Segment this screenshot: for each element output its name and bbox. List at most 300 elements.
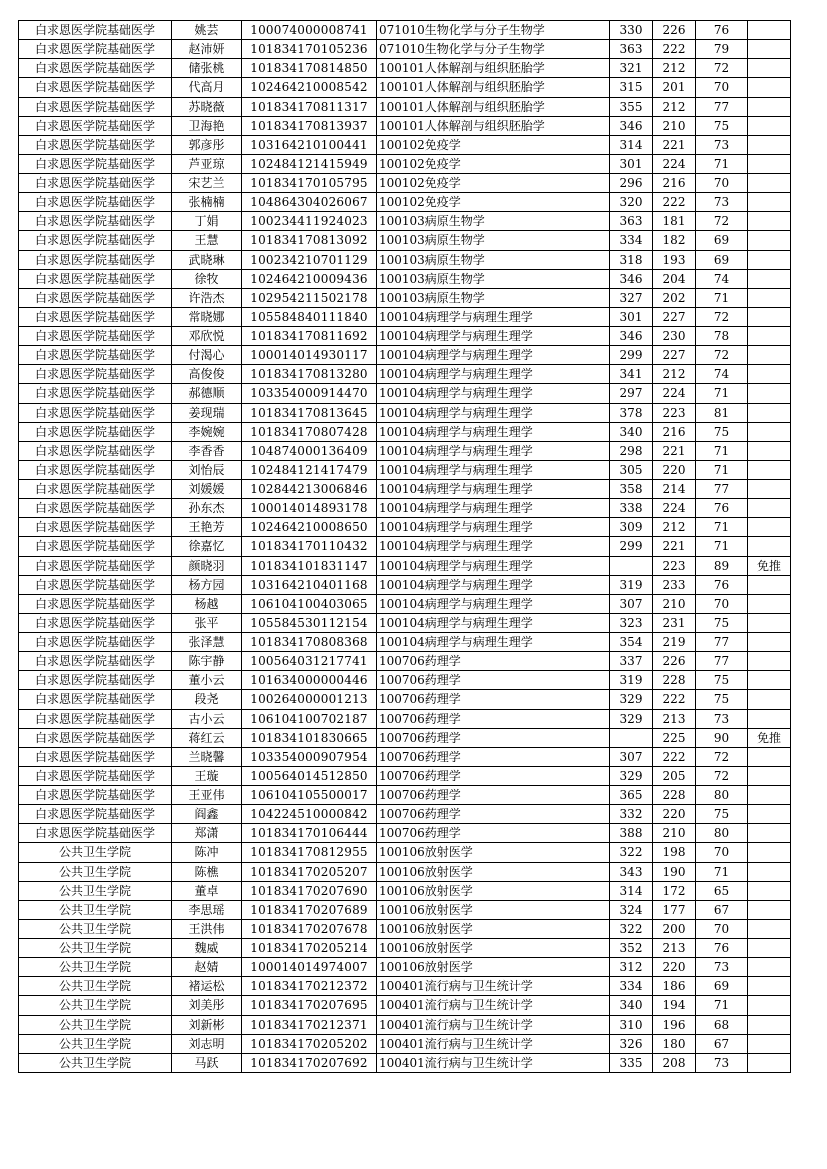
- candidate-id-cell: 100234411924023: [242, 212, 377, 231]
- table-row: [19, 900, 791, 919]
- major-cell: 100104病理学与病理生理学: [377, 365, 610, 384]
- total-score-cell: 68: [696, 1015, 748, 1034]
- major-cell: 100106放射医学: [377, 862, 610, 881]
- retest-score-cell: 221: [653, 537, 696, 556]
- remark-cell: [748, 212, 791, 231]
- major-cell: 100102免疫学: [377, 193, 610, 212]
- name-cell: 刘美彤: [172, 996, 242, 1015]
- school-cell: 白求恩医学院基础医学: [19, 671, 172, 690]
- school-cell: 白求恩医学院基础医学: [19, 460, 172, 479]
- total-score-cell: 71: [696, 862, 748, 881]
- school-cell: 白求恩医学院基础医学: [19, 709, 172, 728]
- table-row: [19, 307, 791, 326]
- major-cell: 100104病理学与病理生理学: [377, 307, 610, 326]
- table-row: [19, 403, 791, 422]
- prelim-score-cell: 326: [610, 1034, 653, 1053]
- prelim-score-cell: 321: [610, 59, 653, 78]
- table-row: [19, 881, 791, 900]
- retest-score-cell: 230: [653, 327, 696, 346]
- table-row: [19, 824, 791, 843]
- candidate-id-cell: 101834170811692: [242, 327, 377, 346]
- prelim-score-cell: 329: [610, 766, 653, 785]
- table-row: [19, 518, 791, 537]
- candidate-id-cell: 103354000914470: [242, 384, 377, 403]
- candidate-id-cell: 101834101831147: [242, 556, 377, 575]
- candidate-id-cell: 102954211502178: [242, 288, 377, 307]
- major-cell: 100102免疫学: [377, 154, 610, 173]
- school-cell: 白求恩医学院基础医学: [19, 250, 172, 269]
- table-row: [19, 939, 791, 958]
- major-cell: 100706药理学: [377, 766, 610, 785]
- total-score-cell: 76: [696, 575, 748, 594]
- table-row: [19, 250, 791, 269]
- retest-score-cell: 214: [653, 480, 696, 499]
- table-row: [19, 116, 791, 135]
- retest-score-cell: 212: [653, 365, 696, 384]
- table-row: [19, 269, 791, 288]
- retest-score-cell: 223: [653, 403, 696, 422]
- retest-score-cell: 222: [653, 40, 696, 59]
- total-score-cell: 72: [696, 212, 748, 231]
- major-cell: 071010生物化学与分子生物学: [377, 40, 610, 59]
- prelim-score-cell: 340: [610, 996, 653, 1015]
- retest-score-cell: 172: [653, 881, 696, 900]
- name-cell: 郑潇: [172, 824, 242, 843]
- total-score-cell: 75: [696, 613, 748, 632]
- candidate-id-cell: 101834170205207: [242, 862, 377, 881]
- total-score-cell: 71: [696, 288, 748, 307]
- name-cell: 杨越: [172, 594, 242, 613]
- school-cell: 公共卫生学院: [19, 939, 172, 958]
- retest-score-cell: 221: [653, 135, 696, 154]
- table-row: [19, 1053, 791, 1072]
- prelim-score-cell: 354: [610, 633, 653, 652]
- total-score-cell: 75: [696, 422, 748, 441]
- remark-cell: [748, 824, 791, 843]
- prelim-score-cell: 340: [610, 422, 653, 441]
- retest-score-cell: 180: [653, 1034, 696, 1053]
- major-cell: 100103病原生物学: [377, 212, 610, 231]
- total-score-cell: 80: [696, 824, 748, 843]
- candidate-id-cell: 101834170207692: [242, 1053, 377, 1072]
- prelim-score-cell: 341: [610, 365, 653, 384]
- major-cell: 100102免疫学: [377, 174, 610, 193]
- prelim-score-cell: 335: [610, 1053, 653, 1072]
- retest-score-cell: 222: [653, 690, 696, 709]
- table-row: [19, 193, 791, 212]
- candidate-id-cell: 103164210100441: [242, 135, 377, 154]
- major-cell: 100102免疫学: [377, 135, 610, 154]
- total-score-cell: 69: [696, 977, 748, 996]
- remark-cell: [748, 805, 791, 824]
- name-cell: 刘志明: [172, 1034, 242, 1053]
- school-cell: 白求恩医学院基础医学: [19, 78, 172, 97]
- retest-score-cell: 198: [653, 843, 696, 862]
- table-row: [19, 594, 791, 613]
- major-cell: 100706药理学: [377, 747, 610, 766]
- major-cell: 100104病理学与病理生理学: [377, 327, 610, 346]
- remark-cell: [748, 996, 791, 1015]
- retest-score-cell: 208: [653, 1053, 696, 1072]
- school-cell: 公共卫生学院: [19, 958, 172, 977]
- remark-cell: [748, 174, 791, 193]
- table-row: [19, 480, 791, 499]
- name-cell: 武晓琳: [172, 250, 242, 269]
- candidate-id-cell: 100014014930117: [242, 346, 377, 365]
- school-cell: 白求恩医学院基础医学: [19, 613, 172, 632]
- table-row: [19, 288, 791, 307]
- school-cell: 白求恩医学院基础医学: [19, 575, 172, 594]
- major-cell: 100106放射医学: [377, 939, 610, 958]
- major-cell: 100104病理学与病理生理学: [377, 403, 610, 422]
- total-score-cell: 73: [696, 709, 748, 728]
- school-cell: 白求恩医学院基础医学: [19, 766, 172, 785]
- total-score-cell: 72: [696, 747, 748, 766]
- table-row: [19, 212, 791, 231]
- table-row: [19, 747, 791, 766]
- remark-cell: [748, 786, 791, 805]
- total-score-cell: 79: [696, 40, 748, 59]
- table-row: [19, 919, 791, 938]
- name-cell: 王慧: [172, 231, 242, 250]
- total-score-cell: 71: [696, 154, 748, 173]
- school-cell: 白求恩医学院基础医学: [19, 40, 172, 59]
- total-score-cell: 67: [696, 1034, 748, 1053]
- major-cell: 100104病理学与病理生理学: [377, 346, 610, 365]
- school-cell: 白求恩医学院基础医学: [19, 633, 172, 652]
- table-row: [19, 652, 791, 671]
- table-row: [19, 154, 791, 173]
- name-cell: 李婉婉: [172, 422, 242, 441]
- school-cell: 公共卫生学院: [19, 900, 172, 919]
- major-cell: 100706药理学: [377, 786, 610, 805]
- prelim-score-cell: 327: [610, 288, 653, 307]
- name-cell: 王璇: [172, 766, 242, 785]
- prelim-score-cell: 320: [610, 193, 653, 212]
- candidate-id-cell: 101834170811317: [242, 97, 377, 116]
- school-cell: 白求恩医学院基础医学: [19, 594, 172, 613]
- name-cell: 常晓娜: [172, 307, 242, 326]
- table-row: [19, 766, 791, 785]
- major-cell: 100104病理学与病理生理学: [377, 537, 610, 556]
- remark-cell: [748, 766, 791, 785]
- name-cell: 阎鑫: [172, 805, 242, 824]
- table-row: [19, 21, 791, 40]
- candidate-id-cell: 101834170814850: [242, 59, 377, 78]
- major-cell: 100706药理学: [377, 690, 610, 709]
- table-row: [19, 460, 791, 479]
- retest-score-cell: 190: [653, 862, 696, 881]
- remark-cell: [748, 939, 791, 958]
- school-cell: 白求恩医学院基础医学: [19, 518, 172, 537]
- total-score-cell: 76: [696, 499, 748, 518]
- retest-score-cell: 212: [653, 97, 696, 116]
- prelim-score-cell: 318: [610, 250, 653, 269]
- retest-score-cell: 210: [653, 824, 696, 843]
- major-cell: 100104病理学与病理生理学: [377, 594, 610, 613]
- candidate-id-cell: 101834170207690: [242, 881, 377, 900]
- retest-score-cell: 196: [653, 1015, 696, 1034]
- name-cell: 李思瑶: [172, 900, 242, 919]
- school-cell: 白求恩医学院基础医学: [19, 441, 172, 460]
- school-cell: 白求恩医学院基础医学: [19, 288, 172, 307]
- major-cell: 100104病理学与病理生理学: [377, 460, 610, 479]
- remark-cell: [748, 613, 791, 632]
- total-score-cell: 74: [696, 365, 748, 384]
- remark-cell: [748, 747, 791, 766]
- school-cell: 白求恩医学院基础医学: [19, 480, 172, 499]
- remark-cell: [748, 250, 791, 269]
- major-cell: 100104病理学与病理生理学: [377, 422, 610, 441]
- remark-cell: [748, 59, 791, 78]
- prelim-score-cell: 312: [610, 958, 653, 977]
- major-cell: 100706药理学: [377, 824, 610, 843]
- candidate-id-cell: 101834170813092: [242, 231, 377, 250]
- prelim-score-cell: [610, 556, 653, 575]
- major-cell: 100706药理学: [377, 728, 610, 747]
- table-row: [19, 78, 791, 97]
- school-cell: 白求恩医学院基础医学: [19, 212, 172, 231]
- school-cell: 白求恩医学院基础医学: [19, 365, 172, 384]
- candidate-id-cell: 101834170212371: [242, 1015, 377, 1034]
- major-cell: 100106放射医学: [377, 881, 610, 900]
- name-cell: 张楠楠: [172, 193, 242, 212]
- total-score-cell: 70: [696, 78, 748, 97]
- candidate-id-cell: 101834170813280: [242, 365, 377, 384]
- school-cell: 公共卫生学院: [19, 1034, 172, 1053]
- retest-score-cell: 224: [653, 154, 696, 173]
- prelim-score-cell: 307: [610, 594, 653, 613]
- prelim-score-cell: 334: [610, 977, 653, 996]
- remark-cell: [748, 365, 791, 384]
- total-score-cell: 78: [696, 327, 748, 346]
- major-cell: 100104病理学与病理生理学: [377, 499, 610, 518]
- remark-cell: [748, 843, 791, 862]
- name-cell: 赵沛妍: [172, 40, 242, 59]
- name-cell: 姜现瑞: [172, 403, 242, 422]
- table-row: [19, 613, 791, 632]
- school-cell: 公共卫生学院: [19, 862, 172, 881]
- total-score-cell: 73: [696, 193, 748, 212]
- name-cell: 储张桃: [172, 59, 242, 78]
- remark-cell: [748, 422, 791, 441]
- name-cell: 董卓: [172, 881, 242, 900]
- remark-cell: [748, 518, 791, 537]
- candidate-id-cell: 101834170207678: [242, 919, 377, 938]
- retest-score-cell: 221: [653, 441, 696, 460]
- major-cell: 100401流行病与卫生统计学: [377, 1034, 610, 1053]
- name-cell: 芦亚琼: [172, 154, 242, 173]
- table-row: [19, 59, 791, 78]
- total-score-cell: 77: [696, 652, 748, 671]
- candidate-id-cell: 105584840111840: [242, 307, 377, 326]
- candidate-id-cell: 101834170205214: [242, 939, 377, 958]
- prelim-score-cell: [610, 728, 653, 747]
- table-row: [19, 556, 791, 575]
- remark-cell: [748, 460, 791, 479]
- prelim-score-cell: 329: [610, 690, 653, 709]
- major-cell: 100106放射医学: [377, 958, 610, 977]
- table-row: [19, 709, 791, 728]
- prelim-score-cell: 330: [610, 21, 653, 40]
- retest-score-cell: 223: [653, 556, 696, 575]
- retest-score-cell: 216: [653, 422, 696, 441]
- retest-score-cell: 210: [653, 116, 696, 135]
- remark-cell: 免推: [748, 556, 791, 575]
- retest-score-cell: 222: [653, 193, 696, 212]
- candidate-id-cell: 100074000008741: [242, 21, 377, 40]
- retest-score-cell: 224: [653, 499, 696, 518]
- prelim-score-cell: 334: [610, 231, 653, 250]
- remark-cell: [748, 709, 791, 728]
- table-row: [19, 441, 791, 460]
- prelim-score-cell: 298: [610, 441, 653, 460]
- retest-score-cell: 226: [653, 652, 696, 671]
- candidate-id-cell: 101834170808368: [242, 633, 377, 652]
- candidate-id-cell: 102464210008650: [242, 518, 377, 537]
- school-cell: 白求恩医学院基础医学: [19, 422, 172, 441]
- total-score-cell: 69: [696, 250, 748, 269]
- total-score-cell: 75: [696, 116, 748, 135]
- name-cell: 张泽慧: [172, 633, 242, 652]
- remark-cell: [748, 193, 791, 212]
- name-cell: 姚芸: [172, 21, 242, 40]
- total-score-cell: 71: [696, 384, 748, 403]
- name-cell: 杨方园: [172, 575, 242, 594]
- retest-score-cell: 228: [653, 786, 696, 805]
- table-row: [19, 346, 791, 365]
- remark-cell: [748, 652, 791, 671]
- total-score-cell: 75: [696, 690, 748, 709]
- total-score-cell: 65: [696, 881, 748, 900]
- school-cell: 白求恩医学院基础医学: [19, 269, 172, 288]
- candidate-id-cell: 101834170807428: [242, 422, 377, 441]
- name-cell: 郭彦彤: [172, 135, 242, 154]
- table-row: [19, 384, 791, 403]
- total-score-cell: 71: [696, 460, 748, 479]
- remark-cell: [748, 40, 791, 59]
- name-cell: 刘媛媛: [172, 480, 242, 499]
- prelim-score-cell: 337: [610, 652, 653, 671]
- name-cell: 徐牧: [172, 269, 242, 288]
- table-row: [19, 805, 791, 824]
- remark-cell: [748, 958, 791, 977]
- candidate-id-cell: 103354000907954: [242, 747, 377, 766]
- school-cell: 白求恩医学院基础医学: [19, 174, 172, 193]
- major-cell: 100104病理学与病理生理学: [377, 613, 610, 632]
- candidate-id-cell: 106104105500017: [242, 786, 377, 805]
- retest-score-cell: 181: [653, 212, 696, 231]
- retest-score-cell: 213: [653, 939, 696, 958]
- total-score-cell: 81: [696, 403, 748, 422]
- major-cell: 100401流行病与卫生统计学: [377, 1053, 610, 1072]
- name-cell: 高俊俊: [172, 365, 242, 384]
- table-row: [19, 174, 791, 193]
- school-cell: 公共卫生学院: [19, 919, 172, 938]
- table-row: [19, 40, 791, 59]
- prelim-score-cell: 365: [610, 786, 653, 805]
- retest-score-cell: 228: [653, 671, 696, 690]
- name-cell: 卫海艳: [172, 116, 242, 135]
- major-cell: 100104病理学与病理生理学: [377, 480, 610, 499]
- major-cell: 100706药理学: [377, 709, 610, 728]
- retest-score-cell: 212: [653, 59, 696, 78]
- remark-cell: [748, 135, 791, 154]
- retest-score-cell: 194: [653, 996, 696, 1015]
- retest-score-cell: 220: [653, 805, 696, 824]
- prelim-score-cell: 329: [610, 709, 653, 728]
- school-cell: 公共卫生学院: [19, 843, 172, 862]
- total-score-cell: 72: [696, 766, 748, 785]
- table-row: [19, 365, 791, 384]
- total-score-cell: 71: [696, 518, 748, 537]
- prelim-score-cell: 346: [610, 116, 653, 135]
- major-cell: 100706药理学: [377, 652, 610, 671]
- candidate-id-cell: 100014014893178: [242, 499, 377, 518]
- major-cell: 100103病原生物学: [377, 269, 610, 288]
- table-row: [19, 977, 791, 996]
- candidate-id-cell: 101834170205202: [242, 1034, 377, 1053]
- total-score-cell: 77: [696, 480, 748, 499]
- retest-score-cell: 216: [653, 174, 696, 193]
- name-cell: 王洪伟: [172, 919, 242, 938]
- school-cell: 公共卫生学院: [19, 881, 172, 900]
- candidate-id-cell: 101834170207689: [242, 900, 377, 919]
- remark-cell: [748, 881, 791, 900]
- retest-score-cell: 227: [653, 307, 696, 326]
- remark-cell: [748, 919, 791, 938]
- total-score-cell: 89: [696, 556, 748, 575]
- total-score-cell: 73: [696, 958, 748, 977]
- school-cell: 白求恩医学院基础医学: [19, 805, 172, 824]
- retest-score-cell: 225: [653, 728, 696, 747]
- remark-cell: [748, 671, 791, 690]
- remark-cell: [748, 977, 791, 996]
- school-cell: 白求恩医学院基础医学: [19, 307, 172, 326]
- major-cell: 100104病理学与病理生理学: [377, 556, 610, 575]
- name-cell: 刘怡辰: [172, 460, 242, 479]
- name-cell: 陈宇静: [172, 652, 242, 671]
- total-score-cell: 70: [696, 919, 748, 938]
- prelim-score-cell: 363: [610, 212, 653, 231]
- school-cell: 白求恩医学院基础医学: [19, 21, 172, 40]
- candidate-id-cell: 101834170105795: [242, 174, 377, 193]
- candidate-id-cell: 106104100702187: [242, 709, 377, 728]
- total-score-cell: 71: [696, 996, 748, 1015]
- name-cell: 王亚伟: [172, 786, 242, 805]
- retest-score-cell: 202: [653, 288, 696, 307]
- retest-score-cell: 222: [653, 747, 696, 766]
- table-row: [19, 537, 791, 556]
- total-score-cell: 73: [696, 1053, 748, 1072]
- school-cell: 公共卫生学院: [19, 1053, 172, 1072]
- major-cell: 100104病理学与病理生理学: [377, 633, 610, 652]
- table-row: [19, 422, 791, 441]
- table-row: [19, 786, 791, 805]
- table-row: [19, 1034, 791, 1053]
- name-cell: 李香香: [172, 441, 242, 460]
- candidate-id-cell: 102484121415949: [242, 154, 377, 173]
- table-row: [19, 575, 791, 594]
- total-score-cell: 72: [696, 59, 748, 78]
- retest-score-cell: 227: [653, 346, 696, 365]
- total-score-cell: 74: [696, 269, 748, 288]
- candidate-id-cell: 100014014974007: [242, 958, 377, 977]
- prelim-score-cell: 310: [610, 1015, 653, 1034]
- candidate-id-cell: 101834170813937: [242, 116, 377, 135]
- retest-score-cell: 231: [653, 613, 696, 632]
- school-cell: 白求恩医学院基础医学: [19, 346, 172, 365]
